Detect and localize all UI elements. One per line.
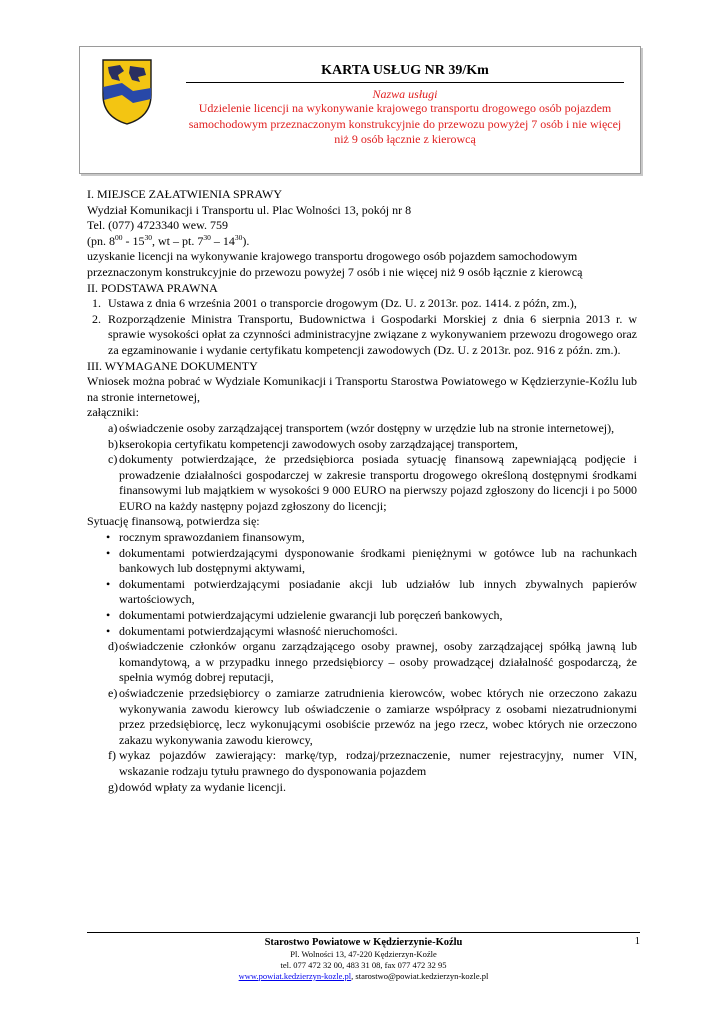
office-hours: (pn. $8^{00} - 15^{30}$, wt – pt. $7^{30} - 14^{30}$). xyxy=(87,232,250,248)
bullet-icon: • xyxy=(106,545,111,560)
financial-evidence-item: • rocznym sprawozdaniem finansowym, xyxy=(106,530,305,545)
legal-basis-list xyxy=(87,296,637,358)
service-summary: uzyskanie licencji na wykonywanie krajowego transportu drogowego osób pojazdem samochodowym przeznaczonym konstrukcyjnie do przewozu powyżej 7 osób i nie więcej niż 9 osób łącznie z kierowcą xyxy=(87,249,583,279)
bullet-icon: • xyxy=(106,530,111,545)
legal-basis-item: 2. Rozporządzenie Ministra Transportu, Budownictwa i Gospodarki Morskiej z dnia 6 sierpnia 2013 r. w sprawie wysokości opłat za czynności administracyjne związane z wykonywaniem przewozu drogowego oraz za egzaminowanie i wydanie certyfikatu kompetencji zawodowych (Dz. U. z 2013r. poz. 916 z późn. zm.). xyxy=(92,311,637,357)
attachment-item: b) kserokopia certyfikatu kompetencji zawodowych osoby zarządzającej transportem, xyxy=(108,436,518,451)
footer-phones: tel. 077 472 32 00, 483 31 08, fax 077 472 32 95 xyxy=(280,960,447,970)
document-body xyxy=(87,187,637,795)
application-intro: Wniosek można pobrać w Wydziale Komunikacji i Transportu Starostwa Powiatowego w Kędzierzynie-Koźlu lub na stronie internetowej, xyxy=(87,374,637,404)
footer-address: Pl. Wolności 13, 47-220 Kędzierzyn-Koźle xyxy=(290,949,437,959)
financial-evidence-item: • dokumentami potwierdzającymi udzielenie gwarancji lub poręczeń bankowych, xyxy=(106,608,503,623)
email-address[interactable]: starostwo@powiat.kedzierzyn-kozle.pl xyxy=(355,971,489,981)
website-link[interactable]: www.powiat.kedzierzyn-kozle.pl xyxy=(238,971,352,981)
service-name-label: Nazwa usługi xyxy=(372,87,438,101)
footer-title: Starostwo Powiatowe w Kędzierzynie-Koźlu xyxy=(264,937,463,948)
bullet-icon: • xyxy=(106,576,111,591)
footer xyxy=(87,936,640,982)
financial-label: Sytuację finansową, potwierdza się: xyxy=(87,514,260,529)
card-title: KARTA USŁUG NR 39/Km xyxy=(186,63,624,83)
attachment-item: e) oświadczenie przedsiębiorcy o zamiarze zatrudnienia kierowców, wobec których nie orzeczono zakazu wykonywania zawodu kierowcy lub oświadczenie o zamiarze współpracy z osobami niezatrudnionymi przez przedsiębiorcę, lecz wykonującymi osobiście przewóz na jego rzecz, wobec których nie orzeczono zakazu wykonywania zawodu kierowcy, xyxy=(108,686,637,747)
attachment-item: f) wykaz pojazdów zawierający: markę/typ, rodzaj/przeznaczenie, numer rejestracyjny, numer VIN, wskazanie rodzaju tytułu prawnego do dysponowania pojazdem xyxy=(108,748,637,778)
legal-basis-item: 1. Ustawa z dnia 6 września 2001 o transporcie drogowym (Dz. U. z 2013r. poz. 1414. z późn, zm.), xyxy=(92,296,577,311)
financial-evidence-item: • dokumentami potwierdzającymi posiadanie akcji lub udziałów lub innych zbywalnych papierów wartościowych, xyxy=(106,576,637,607)
office-address: Wydział Komunikacji i Transportu ul. Plac Wolności 13, pokój nr 8 xyxy=(87,202,412,217)
coat-of-arms-icon xyxy=(100,57,154,127)
section-1-title: I. MIEJSCE ZAŁATWIENIA SPRAWY xyxy=(87,187,283,201)
footer-divider xyxy=(87,932,640,933)
footer-contact: www.powiat.kedzierzyn-kozle.pl, starostwo@powiat.kedzierzyn-kozle.pl xyxy=(238,971,489,981)
section-2-title: II. PODSTAWA PRAWNA xyxy=(87,280,218,295)
header-box xyxy=(79,46,641,174)
service-description: Udzielenie licencji na wykonywanie krajowego transportu drogowego osób pojazdem samochodowym przeznaczonym konstrukcyjnie do przewozu powyżej 7 osób i nie więcej niż 9 osób łącznie z kierowcą xyxy=(188,101,622,146)
attachments-list-continued xyxy=(87,639,637,795)
page-number: 1 xyxy=(634,936,640,947)
financial-evidence-list xyxy=(87,530,637,639)
financial-evidence-item: • dokumentami potwierdzającymi własność nieruchomości. xyxy=(106,623,398,638)
attachments-label: załączniki: xyxy=(87,405,139,420)
attachment-item: d) oświadczenie członków organu zarządzającego osoby prawnej, osoby zarządzającej spółką jawną lub komandytową, a w przypadku innego przedsiębiorcy – osoby prowadzącej działalność gospodarczą, że spełnia wymóg dobrej reputacji, xyxy=(108,639,637,685)
financial-evidence-item: • dokumentami potwierdzającymi dysponowanie środkami pieniężnymi w gotówce lub na rachunkach bankowych lub dostępnymi aktywami, xyxy=(106,545,637,576)
office-phone: Tel. (077) 4723340 wew. 759 xyxy=(87,218,229,233)
bullet-icon: • xyxy=(106,623,111,638)
attachment-item: a) oświadczenie osoby zarządzającej transportem (wzór dostępny w urzędzie lub na stronie internetowej), xyxy=(108,420,615,435)
attachment-item: g) dowód wpłaty za wydanie licencji. xyxy=(108,779,286,794)
section-3-title: III. WYMAGANE DOKUMENTY xyxy=(87,358,258,373)
bullet-icon: • xyxy=(106,608,111,623)
attachment-item: c) dokumenty potwierdzające, że przedsiębiorca posiada sytuację finansową zapewniającą podjęcie i prowadzenie działalności gospodarczej w zakresie transportu drogowego określoną dostępnymi środkami finansowymi lub majątkiem w wysokości 9 000 EURO na pierwszy pojazd zgłoszony do licencji i po 5000 EURO na każdy następny pojazd zgłoszony do licencji; xyxy=(108,452,637,513)
attachments-list xyxy=(87,421,637,515)
